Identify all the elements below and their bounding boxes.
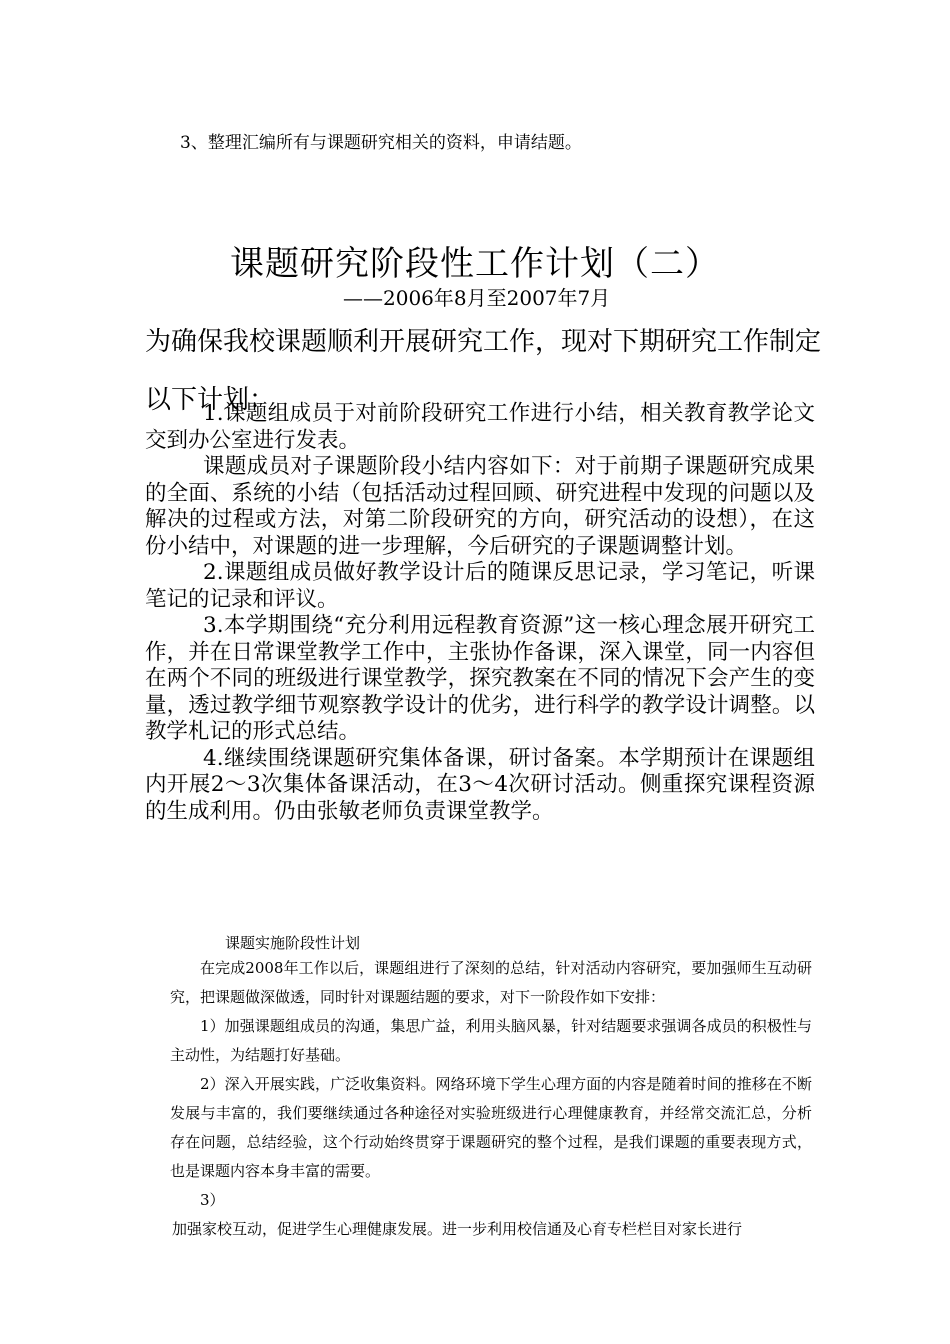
plan3-paragraph: 3） [200,1191,225,1209]
intro-list-item: 3、整理汇编所有与课题研究相关的资料，申请结题。 [180,133,582,153]
plan2-paragraph: 3.本学期围绕“充分利用远程教育资源”这一核心理念展开研究工作，并在日常课堂教学工作中，主张协作备课，深入课堂，同一内容但在两个不同的班级进行课堂教学，探究教案在不同的情况下会产生的变量，透过教学细节观察教学设计的优劣，进行科学的教学设计调整。以教学札记的形式总结。 [145,613,815,744]
plan2-paragraph: 2.课题组成员做好教学设计后的随课反思记录，学习笔记，听课笔记的记录和评议。 [145,560,815,612]
plan2-date-range: ——2006年8月至2007年7月 [343,286,611,310]
plan2-lead-paragraph: 为确保我校课题顺利开展研究工作，现对下期研究工作制定以下计划： [145,327,822,415]
plan3-paragraph: 加强家校互动，促进学生心理健康发展。进一步利用校信通及心育专栏栏目对家长进行 [172,1220,743,1238]
plan3-title: 课题实施阶段性计划 [225,934,361,952]
plan2-paragraph: 1.课题组成员于对前阶段研究工作进行小结，相关教育教学论文交到办公室进行发表。 [145,401,815,453]
plan2-title: 课题研究阶段性工作计划（二） [230,244,720,284]
plan3-body [172,954,812,1244]
plan2-body [145,401,815,825]
plan2-paragraph: 4.继续围绕课题研究集体备课，研讨备案。本学期预计在课题组内开展2～3次集体备课活动，在3～4次研讨活动。侧重探究课程资源的生成利用。仍由张敏老师负责课堂教学。 [145,745,815,824]
plan2-paragraph: 课题成员对子课题阶段小结内容如下：对于前期子课题研究成果的全面、系统的小结（包括活动过程回顾、研究进程中发现的问题以及解决的过程或方法，对第二阶段研究的方向，研究活动的设想），在这份小结中，对课题的进一步理解，今后研究的子课题调整计划。 [145,454,815,559]
plan3-paragraph: 1）加强课题组成员的沟通，集思广益，利用头脑风暴，针对结题要求强调各成员的积极性与主动性，为结题打好基础。 [170,1017,812,1064]
plan3-paragraph: 在完成2008年工作以后，课题组进行了深刻的总结，针对活动内容研究，要加强师生互动研究，把课题做深做透，同时针对课题结题的要求，对下一阶段作如下安排： [170,959,812,1006]
plan3-paragraph: 2）深入开展实践，广泛收集资料。网络环境下学生心理方面的内容是随着时间的推移在不断发展与丰富的，我们要继续通过各种途径对实验班级进行心理健康教育，并经常交流汇总，分析存在问题，总结经验，这个行动始终贯穿于课题研究的整个过程，是我们课题的重要表现方式，也是课题内容本身丰富的需要。 [170,1075,812,1180]
